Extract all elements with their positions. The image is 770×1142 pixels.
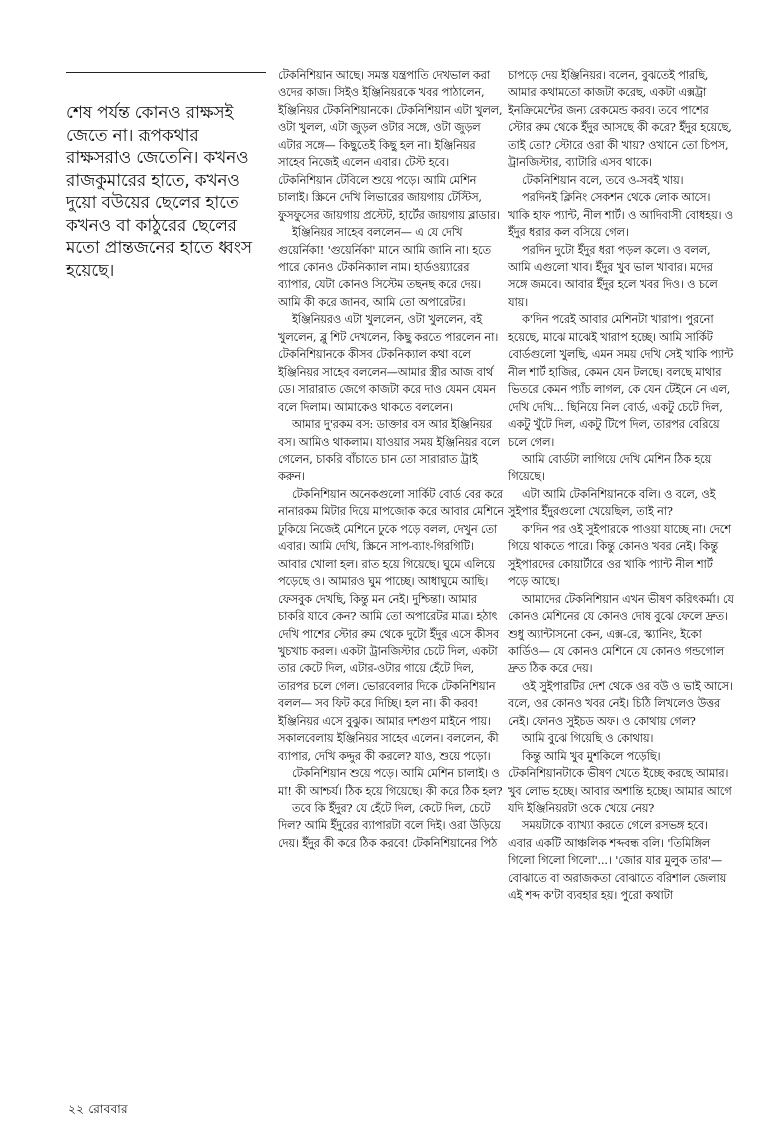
- paragraph: এটা আমি টেকনিশিয়ানকে বলি। ও বলে, ওই সুইপার ইঁদুরগুলো খেয়েছিল, তাই না?: [508, 487, 716, 519]
- magazine-name: রোববার: [88, 1102, 128, 1116]
- pull-quote-line: শেষ পর্যন্ত কোনও রাক্ষসই: [66, 103, 234, 123]
- pullquote-rule: [66, 72, 266, 73]
- pull-quote-line: জেতে না। রূপকথার: [66, 125, 199, 146]
- pull-quote-line: কখনও বা কাঠুরের ছেলের: [66, 215, 237, 236]
- paragraph: আমি বুঝে গিয়েছি ও কোথায়।: [522, 732, 654, 746]
- paragraph: ওই সুইপারটির দেশ থেকে ওর বউ ও ভাই আসে। বলে, ওর কোনও খবর নেই। চিঠি লিখলেও উত্তর নেই। ফোনও সুইচড অফ। ও কোথায় গেল?: [508, 679, 733, 728]
- pull-quote-line: রাক্ষসরাও জেতেনি। কখনও: [66, 148, 249, 168]
- pull-quote-line: দুয়ো বউয়ের ছেলের হাতে: [66, 193, 239, 213]
- paragraph: ক'দিন পরেই আবার মেশিনটা খারাপ। পুরনো হয়েছে, মাঝে মাঝেই খারাপ হচ্ছে। আমি সার্কিট বোর্ডগুলো খুলছি, এমন সময় দেখি সেই খাকি প্যান্ট নীল শার্ট হাজির, কেমন যেন টলছে। বলছে মাথার ভিতরে কেমন প্যাঁচ লাগল, কে যেন টেইনে নে এল, দেখি দেখি... ছিনিয়ে নিল বোর্ড, একটু চেটে দিল, একটু খুঁটে দিল, একটু টিপে দিল, তারপর বেরিয়ে চলে গেল।: [508, 313, 734, 449]
- body-column-2: [508, 67, 734, 1112]
- paragraph: আমি বোর্ডটা লাগিয়ে দেখি মেশিন ঠিক হয়ে গিয়েছে।: [508, 452, 712, 484]
- paragraph: পরদিন দুটো ইঁদুর ধরা পড়ল কলে। ও বলল, আমি এগুলো খাব। ইঁদুর খুব ভাল খাবার। মদের সঙ্গে জমবে। আবার ইঁদুর হলে খবর দিও। ও চলে যায়।: [508, 243, 718, 309]
- page-footer: [68, 1101, 128, 1121]
- pull-quote-line: হয়েছে।: [66, 260, 115, 281]
- pull-quote-line: রাজকুমারের হাতে, কখনও: [66, 170, 240, 191]
- paragraph: টেকনিশিয়ান বলে, তবে ও-সবই খায়।: [522, 173, 684, 187]
- body-column-1: [278, 67, 504, 1112]
- page-number: ২২: [68, 1102, 85, 1116]
- paragraph: ইঞ্জিনিয়রও এটা খুললেন, ওটা খুললেন, বই খুললেন, ব্লু শিট দেখলেন, কিছু করতে পারলেন না। টেকনিশিয়ানকে কীসব টেকনিক্যাল কথা বলে ইঞ্জিনিয়র সাহেব বললেন—আমার স্ত্রীর আজ বার্থ ডে। সারারাত জেগে কাজটা করে দাও যেমন যেমন বলে দিলাম। আমাকেও থাকতে বললেন।: [278, 313, 499, 414]
- paragraph: আমাদের টেকনিশিয়ান এখন ভীষণ করিৎকর্মা। যে কোনও মেশিনের যে কোনও দোষ বুঝে ফেলে দ্রুত। শুধু অ্যান্টাসনো কেন, এক্স-রে, স্ক্যানিং, ইকো কার্ডিও— যে কোনও মেশিনে যে কোনও গন্ডগোল দ্রুত ঠিক করে দেয়।: [508, 592, 734, 676]
- paragraph: ক'দিন পর ওই সুইপারকে পাওয়া যাচ্ছে না। দেশে গিয়ে থাকতে পারে। কিন্তু কোনও খবর নেই। কিন্তু সুইপারদের কোয়ার্টারে ওর খাকি প্যান্ট নীল শার্ট পড়ে আছে।: [508, 522, 731, 589]
- paragraph: টেকনিশিয়ান শুয়ে পড়ে। আমি মেশিন চালাই। ও মা! কী আশ্চর্য। ঠিক হয়ে গিয়েছে। কী করে ঠিক হল?: [278, 767, 503, 798]
- paragraph: টেকনিশিয়ান অনেকগুলো সার্কিট বোর্ড বের করে নানারকম মিটার দিয়ে মাপজোক করে আবার মেশিনে ঢুকিয়ে নিজেই মেশিনে ঢুকে পড়ে বলল, দেখুন তো এবার। আমি দেখি, স্ক্রিনে সাপ-ব্যাং-গিরগিটি। আবার খোলা হল। রাত হয়ে গিয়েছে। ঘুমে এলিয়ে পড়েছে ও। আমারও ঘুম পাচ্ছে। আধাঘুমে আছি। ফেসবুক দেখছি, কিন্তু মন নেই। দুশ্চিন্তা। আমার চাকরি যাবে কেন? আমি তো অপারেটর মাত্র। হঠাৎ দেখি পাশের স্টোর রুম থেকে দুটো ইঁদুর এসে কীসব খুচখাচ করল। একটা ট্রানজিস্টার চেটে দিল, একটা তার কেটে দিল, এটার-ওটার গায়ে হেঁটে দিল, তারপর চলে গেল। ভোরবেলার দিকে টেকনিশিয়ান বলল— সব ফিট করে দিচ্ছি। হল না। কী করব! ইঞ্জিনিয়র এসে বুঝুক। আমার দশগুণ মাইনে পায়। সকালবেলায় ইঞ্জিনিয়র সাহেব এলেন। বললেন, কী ব্যাপার, দেখি কদ্দুর কী করলে? যাও, শুয়ে পড়ো।: [278, 487, 504, 763]
- paragraph: চাপড়ে দেয় ইঞ্জিনিয়র। বলেন, বুঝতেই পারছি, আমার কথামতো কাজটা করেছ, একটা এক্সট্রা ইনক্রিমেন্টের জন্য রেকমেন্ড করব। তবে পাশের স্টোর রুম থেকে ইঁদুর আসছে কী করে? ইঁদুর হয়েছে, তাই তো? স্টোরে ওরা কী খায়? ওখানে তো চিপস, ট্রানজিস্টার, ব্যাটারি এসব থাকে।: [508, 69, 732, 170]
- pull-quote: [66, 102, 271, 282]
- paragraph: ইঞ্জিনিয়র সাহেব বললেন— এ যে দেখি গুয়ের্নিকা! 'গুয়ের্নিকা' মানে আমি জানি না। হতে পারে কোনও টেকনিক্যাল নাম। হার্ডওয়্যারের ব্যাপার, যেটা কোনও সিস্টেম তছনছ করে দেয়। আমি কী করে জানব, আমি তো অপারেটর।: [278, 226, 491, 309]
- paragraph: পরদিনই ক্লিনিং সেকশন থেকে লোক আসে। খাকি হাফ প্যান্ট, নীল শার্ট। ও আদিবাসী বোধহয়। ও ইঁদুর ধরার কল বসিয়ে গেল।: [508, 191, 733, 240]
- paragraph: টেকনিশিয়ান আছে। সমস্ত যন্ত্রপাতি দেখভাল করা ওদের কাজ। সিইও ইঞ্জিনিয়রকে খবর পাঠালেন, ইঞ্জিনিয়র টেকনিশিয়ানকে। টেকনিশিয়ান এটা খুলল, ওটা খুলল, এটা জুড়ল ওটার সঙ্গে, ওটা জুড়ল এটার সঙ্গে— কিছুতেই কিছু হল না। ইঞ্জিনিয়র সাহেব নিজেই এলেন এবার। টেস্ট হবে। টেকনিশিয়ান টেবিলে শুয়ে পড়ে। আমি মেশিন চালাই। স্ক্রিনে দেখি লিভারের জায়গায় টেস্টিস, ফুসফুসের জায়গায় প্রস্টেট, হার্টের জায়গায় ব্লাডার।: [278, 69, 503, 222]
- pull-quote-line: মতো প্রান্তজনের হাতে ধ্বংস: [66, 238, 252, 258]
- paragraph: সময়টাকে ব্যাখ্যা করতে গেলে রসভঙ্গ হবে। এবার একটি আঞ্চলিক শব্দবন্ধ বলি। 'তিমিঙ্গিল গিলো গিলো গিলো'...। 'জোর যার মুলুক তার'—বোঝাতে বা অরাজকতা বোঝাতে বরিশাল জেলায় এই শব্দ ক'টা ব্যবহার হয়। পুরো কথাটা: [508, 819, 727, 903]
- paragraph: কিন্তু আমি খুব মুশকিলে পড়েছি। টেকনিশিয়ানটাকে ভীষণ খেতে ইচ্ছে করছে আমার। খুব লোভ হচ্ছে। আবার অশান্তি হচ্ছে। আমার আগে যদি ইঞ্জিনিয়রটা ওকে খেয়ে নেয়?: [508, 749, 732, 816]
- paragraph: তবে কি ইঁদুর? যে হেঁটে দিল, কেটে দিল, চেটে দিল? আমি ইঁদুরের ব্যাপারটা বলে দিই। ওরা উড়িয়ে দেয়। ইঁদুর কী করে ঠিক করবে! টেকনিশিয়ানের পিঠ: [278, 802, 501, 850]
- paragraph: আমার দু'রকম বস: ডাক্তার বস আর ইঞ্জিনিয়র বস। আমিও থাকলাম। যাওয়ার সময় ইঞ্জিনিয়র বলে গেলেন, চাকরি বাঁচাতে চান তো সারারাত ট্রাই করুন।: [278, 418, 500, 484]
